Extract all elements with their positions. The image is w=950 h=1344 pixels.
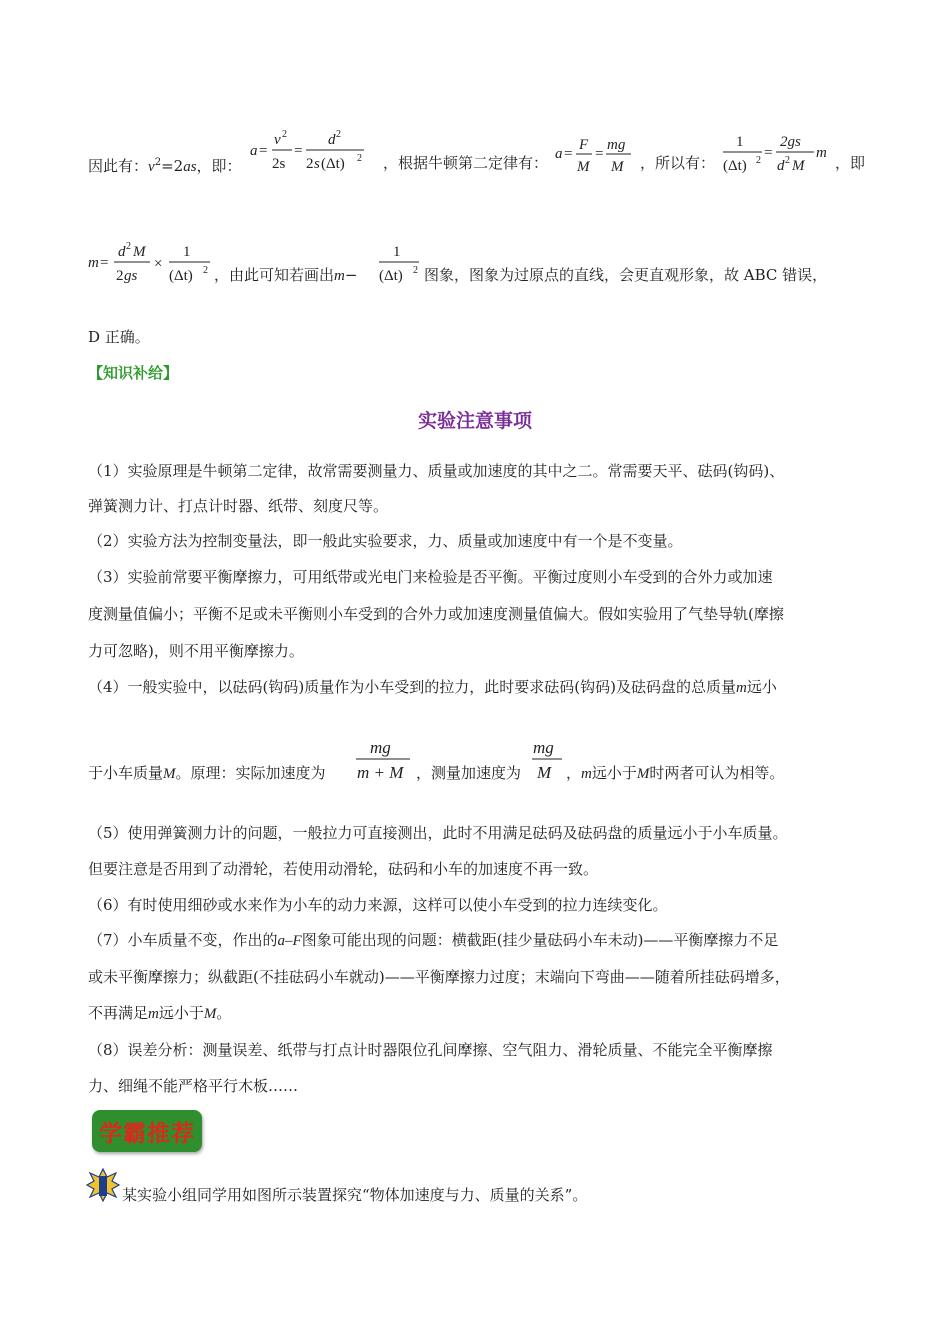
text: =2 xyxy=(161,157,184,175)
text: ，所以有： xyxy=(640,154,716,172)
num-M: M xyxy=(133,244,146,260)
num-mg: mg xyxy=(370,738,391,757)
var-m: m xyxy=(581,766,592,782)
var-m: m xyxy=(148,1006,159,1022)
paragraph-1a: （1）实验原理是牛顿第二定律，故常需要测量力、质量或加速度的其中之二。常需要天平、砝码(钩码)、 xyxy=(88,462,785,480)
formula-m-expression xyxy=(88,240,218,290)
paragraph-7a xyxy=(88,929,778,952)
text: ，由此可知若画出 xyxy=(214,266,335,284)
den-2: 2 xyxy=(306,156,314,172)
text: （7）小车质量不变，作出的 xyxy=(88,931,278,949)
var-m: m xyxy=(735,680,747,696)
text: 因此有： xyxy=(88,157,149,175)
formula-inv-dt xyxy=(722,130,834,180)
recommend-badge-label: 学霸推荐 xyxy=(99,1120,195,1147)
num-1: 1 xyxy=(393,244,401,260)
var-M: M xyxy=(636,766,650,782)
derivation-line-1d xyxy=(835,152,865,174)
derivation-line-1c xyxy=(640,152,715,174)
text: ，测量加速度为 xyxy=(416,764,522,782)
sym-eq: = xyxy=(564,146,573,162)
formula-mg-over-mM xyxy=(354,738,414,788)
text: 远小于 xyxy=(591,764,637,782)
den-M: M xyxy=(577,159,590,175)
sym-eq2: = xyxy=(595,146,604,162)
derivation-line-1 xyxy=(88,152,242,178)
var-as: as xyxy=(183,159,197,175)
text: 图象，图象为过原点的直线，会更直观形象，故 ABC 错误， xyxy=(424,266,828,284)
recommend-badge xyxy=(92,1110,202,1152)
paragraph-6: （6）有时使用细砂或水来作为小车的动力来源，这样可以使小车受到的拉力连续变化。 xyxy=(88,896,668,914)
question-text: 某实验小组同学用如图所示装置探究“物体加速度与力、质量的关系”。 xyxy=(122,1186,588,1204)
den-dt: (Δt) xyxy=(723,158,747,174)
sym-eq2: = xyxy=(294,143,303,159)
den-exp: 2 xyxy=(413,265,418,276)
den-d-exp: 2 xyxy=(785,155,790,166)
sym-eq: = xyxy=(764,145,773,161)
den-M: M xyxy=(537,763,552,782)
num-F: F xyxy=(579,137,589,153)
text: 远小于 xyxy=(158,1004,204,1022)
paragraph-8b: 力、细绳不能严格平行木板…… xyxy=(88,1077,299,1095)
den-s: s xyxy=(314,156,320,172)
var-m: m xyxy=(334,268,345,284)
den-2s: 2s xyxy=(272,156,286,172)
paragraph-3b: 度测量值偏小；平衡不足或未平衡则小车受到的合外力或加速度测量值偏大。假如实验用了气垫导轨(摩擦 xyxy=(88,605,784,623)
text: 远小 xyxy=(746,678,777,696)
derivation-line-1b xyxy=(383,152,548,174)
num-d-exp: 2 xyxy=(126,241,131,252)
supplement-title: 实验注意事项 xyxy=(417,410,532,432)
text: 时两者可认为相等。 xyxy=(649,764,785,782)
sym-a: a xyxy=(555,146,563,162)
den-dt: (Δt) xyxy=(169,268,193,284)
den-exp: 2 xyxy=(756,155,761,166)
num-1: 1 xyxy=(736,134,744,150)
sym-a: a xyxy=(250,143,258,159)
num-1: 1 xyxy=(183,244,191,260)
num-mg: mg xyxy=(533,738,554,757)
text: （4）一般实验中，以砝码(钩码)质量作为小车受到的拉力，此时要求砝码(钩码)及砝码盘的总质量 xyxy=(88,678,736,696)
text: 图象可能出现的问题：横截距(挂少量砝码小车未动)——平衡摩擦力不足 xyxy=(301,931,779,949)
formula-a-v2-2s xyxy=(250,128,380,184)
formula-inv-dt-2 xyxy=(378,240,424,290)
sym-m: m xyxy=(88,255,99,271)
derivation-line-2a xyxy=(214,264,357,287)
text: 。 xyxy=(216,1004,232,1022)
paragraph-3c: 力可忽略)，则不用平衡摩擦力。 xyxy=(88,642,304,660)
number-1-icon xyxy=(86,1168,120,1202)
exp: 2 xyxy=(154,157,162,168)
den-M: M xyxy=(792,158,805,174)
sym-eq: = xyxy=(100,255,109,271)
paragraph-8a: （8）误差分析：测量误差、纸带与打点计时器限位孔间摩擦、空气阻力、滑轮质量、不能完全平衡摩擦 xyxy=(88,1041,773,1059)
var-M: M xyxy=(163,766,176,782)
supplement-label: 【知识补给】 xyxy=(88,364,179,382)
den-mM: m + M xyxy=(357,763,404,782)
paragraph-7c xyxy=(88,1002,231,1025)
paragraph-2: （2）实验方法为控制变量法，即一般此实验要求，力、质量或加速度中有一个是不变量。 xyxy=(88,532,683,550)
var-v: v xyxy=(148,159,155,175)
paragraph-4a xyxy=(88,676,777,699)
text: ，根据牛顿第二定律有： xyxy=(383,154,549,172)
text: − xyxy=(344,266,358,284)
var-aF: a–F xyxy=(277,933,302,949)
sym-times: × xyxy=(154,256,163,272)
paragraph-4b-part2 xyxy=(416,762,521,784)
num-d-exp: 2 xyxy=(336,129,341,140)
paragraph-3a: （3）实验前常要平衡摩擦力，可用纸带或光电门来检验是否平衡。平衡过度则小车受到的合外力或加速 xyxy=(88,568,773,586)
derivation-line-2b xyxy=(424,264,827,286)
num-d: d xyxy=(118,244,126,260)
var-M: M xyxy=(203,1006,217,1022)
num-v-exp: 2 xyxy=(282,129,287,140)
den-M2: M xyxy=(611,159,624,175)
den-dt: (Δt) xyxy=(379,268,403,284)
num-mg: mg xyxy=(607,137,626,153)
sym-m: m xyxy=(816,145,827,161)
den-dt: (Δt) xyxy=(321,156,345,172)
text: 。原理：实际加速度为 xyxy=(175,764,326,782)
text: 不再满足 xyxy=(88,1004,149,1022)
paragraph-5a: （5）使用弹簧测力计的问题，一般拉力可直接测出，此时不用满足砝码及砝码盘的质量远小于小车质量。 xyxy=(88,824,788,842)
den-exp: 2 xyxy=(357,153,362,164)
paragraph-4b-part3 xyxy=(566,762,784,785)
den-2: 2 xyxy=(116,268,124,284)
paragraph-7b: 或未平衡摩擦力；纵截距(不挂砝码小车就动)——平衡摩擦力过度；末端向下弯曲——随着所挂砝码增多， xyxy=(88,968,790,986)
paragraph-1b: 弹簧测力计、打点计时器、纸带、刻度尺等。 xyxy=(88,497,389,515)
formula-a-F-M xyxy=(555,136,635,184)
num-d: d xyxy=(328,132,336,148)
derivation-line-3 xyxy=(88,326,150,348)
den-exp: 2 xyxy=(203,265,208,276)
den-gs: gs xyxy=(124,268,138,284)
sym-eq: = xyxy=(259,143,268,159)
text: ， xyxy=(566,764,582,782)
paragraph-5b: 但要注意是否用到了动滑轮，若使用动滑轮，砝码和小车的加速度不再一致。 xyxy=(88,860,599,878)
text: 于小车质量 xyxy=(88,764,164,782)
text: ，即： xyxy=(196,157,242,175)
text: D 正确。 xyxy=(88,328,150,346)
paragraph-4b-part1 xyxy=(88,762,326,785)
num-2gs: 2gs xyxy=(780,134,801,150)
text: ，即 xyxy=(835,154,866,172)
den-d: d xyxy=(777,158,785,174)
formula-mg-over-M xyxy=(530,738,566,788)
num-v: v xyxy=(274,132,281,148)
